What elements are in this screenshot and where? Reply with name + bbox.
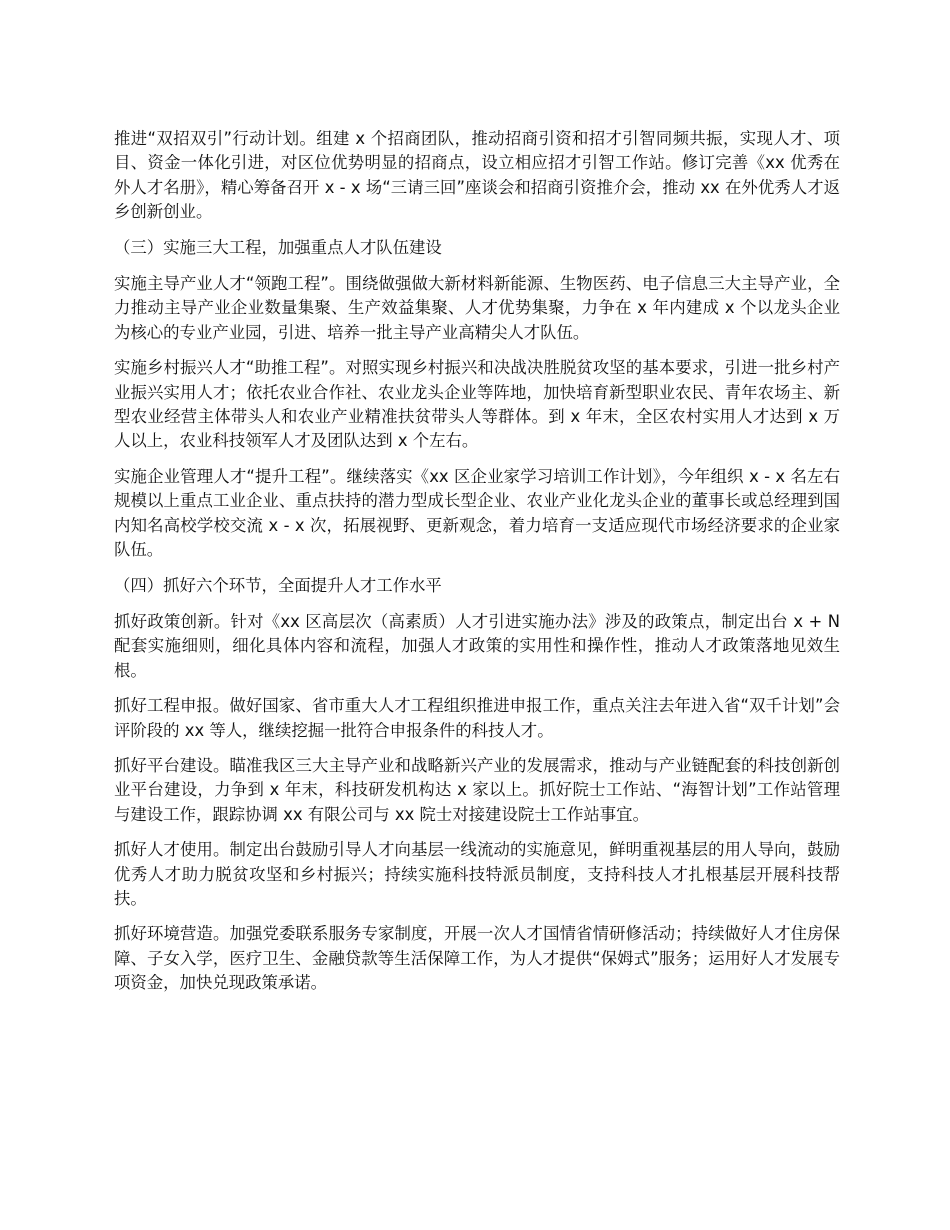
section-heading-six-links: （四）抓好六个环节，全面提升人才工作水平 bbox=[114, 575, 442, 595]
paragraph-rural-project: 实施乡村振兴人才“助推工程”。对照实现乡村振兴和决战决胜脱贫攻坚的基本要求，引进一批乡村产业振兴实用人才；依托农业合作社、农业龙头企业等阵地，加快培育新型职业农民、青年农场主、新型农业经营主体带头人和农业产业精准扶贫带头人等群体。到 x 年末，全区农村实用人才达到 x 万人以上，农业科技领军人才及团队达到 x 个左右。 bbox=[114, 358, 840, 451]
paragraph-policy-innovation: 抓好政策创新。针对《xx 区高层次（高素质）人才引进实施办法》涉及的政策点，制定出台 x + N 配套实施细则，细化具体内容和流程，加强人才政策的实用性和操作性，推动人才政策落地见效生根。 bbox=[114, 611, 840, 680]
paragraph-talent-use: 抓好人才使用。制定出台鼓励引导人才向基层一线流动的实施意见，鲜明重视基层的用人导向，鼓励优秀人才助力脱贫攻坚和乡村振兴；持续实施科技特派员制度，支持科技人才扎根基层开展科技帮扶。 bbox=[114, 840, 840, 908]
document-page bbox=[114, 127, 840, 1007]
paragraph-double-recruitment: 推进“双招双引”行动计划。组建 x 个招商团队，推动招商引资和招才引智同频共振，实现人才、项目、资金一体化引进，对区位优势明显的招商点，设立相应招才引智工作站。修订完善《xx 优秀在外人才名册》，精心筹备召开 x - x 场“三请三回”座谈会和招商引资推介会，推动 xx 在外优秀人才返乡创新创业。 bbox=[114, 129, 840, 222]
paragraph-project-application: 抓好工程申报。做好国家、省市重大人才工程组织推进申报工作，重点关注去年进入省“双千计划”会评阶段的 xx 等人，继续挖掘一批符合申报条件的科技人才。 bbox=[114, 696, 840, 740]
section-heading-three-projects: （三）实施三大工程，加强重点人才队伍建设 bbox=[114, 237, 442, 257]
paragraph-environment: 抓好环境营造。加强党委联系服务专家制度，开展一次人才国情省情研修活动；持续做好人才住房保障、子女入学，医疗卫生、金融贷款等生活保障工作，为人才提供“保姆式”服务；运用好人才发展专项资金，加快兑现政策承诺。 bbox=[114, 924, 840, 993]
paragraph-leading-project: 实施主导产业人才“领跑工程”。围绕做强做大新材料新能源、生物医药、电子信息三大主导产业，全力推动主导产业企业数量集聚、生产效益集聚、人才优势集聚，力争在 x 年内建成 x 个以龙头企业为核心的专业产业园，引进、培养一批主导产业高精尖人才队伍。 bbox=[114, 274, 840, 342]
paragraph-enterprise-project: 实施企业管理人才“提升工程”。继续落实《xx 区企业家学习培训工作计划》，今年组织 x - x 名左右规模以上重点工业企业、重点扶持的潜力型成长型企业、农业产业化龙头企业的董事长或总经理到国内知名高校学校交流 x - x 次，拓展视野、更新观念，着力培育一支适应现代市场经济要求的企业家队伍。 bbox=[114, 466, 840, 560]
paragraph-platform-building: 抓好平台建设。瞄准我区三大主导产业和战略新兴产业的发展需求，推动与产业链配套的科技创新创业平台建设，力争到 x 年末，科技研发机构达 x 家以上。抓好院士工作站、“海智计划”工作站管理与建设工作，跟踪协调 xx 有限公司与 xx 院士对接建设院士工作站事宜。 bbox=[114, 755, 840, 824]
